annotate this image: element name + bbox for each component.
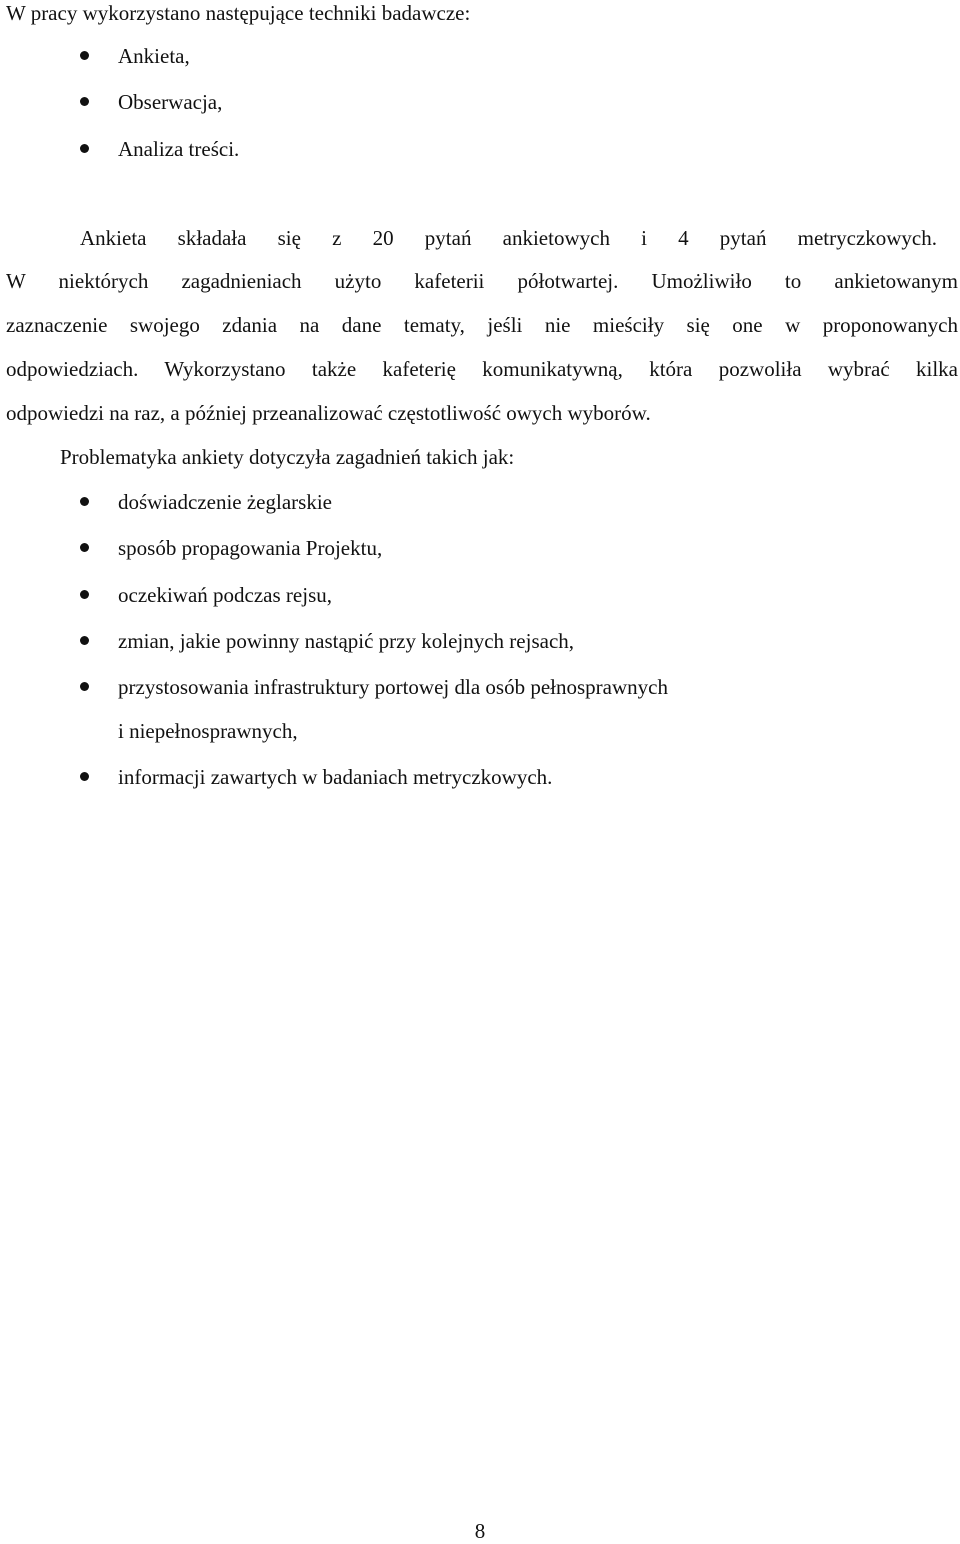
bullet-icon: [80, 682, 89, 691]
bullet-icon: [80, 636, 89, 645]
bullet-icon: [80, 590, 89, 599]
list-item-text: Obserwacja,: [118, 90, 223, 114]
bullet-icon: [80, 144, 89, 153]
list-item-text: Analiza treści.: [118, 137, 240, 161]
problem-intro: Problematyka ankiety dotyczyła zagadnień takich jak:: [60, 445, 515, 469]
list-item-text: sposób propagowania Projektu,: [118, 536, 383, 560]
list-item-text: przystosowania infrastruktury portowej dla osób pełnosprawnych: [118, 675, 668, 699]
bullet-icon: [80, 497, 89, 506]
paragraph-line: odpowiedziach. Wykorzystano także kafeterię komunikatywną, która pozwoliła wybrać kilka: [6, 357, 958, 381]
list-item: [0, 489, 960, 519]
list-item-text: oczekiwań podczas rejsu,: [118, 583, 332, 607]
paragraph-line: W niektórych zagadnieniach użyto kafeterii półotwartej. Umożliwiło to ankietowanym: [6, 269, 958, 293]
bullet-icon: [80, 772, 89, 781]
page-number: 8: [474, 1519, 486, 1543]
list-item-text: doświadczenie żeglarskie: [118, 490, 332, 514]
list-item: [0, 136, 960, 166]
list-item: [0, 43, 960, 73]
intro-line: W pracy wykorzystano następujące techniki badawcze:: [6, 1, 471, 25]
bullet-icon: [80, 97, 89, 106]
list-item: [0, 764, 960, 794]
list-item-continuation: i niepełnosprawnych,: [118, 719, 298, 743]
list-item: [0, 582, 960, 612]
paragraph-line: Ankieta składała się z 20 pytań ankietowych i 4 pytań metryczkowych.: [80, 226, 937, 250]
list-item: [0, 628, 960, 658]
list-item-text: zmian, jakie powinny nastąpić przy kolejnych rejsach,: [118, 629, 575, 653]
list-item-text: Ankieta,: [118, 44, 190, 68]
list-item: [0, 89, 960, 119]
list-item: [0, 535, 960, 565]
paragraph-line: odpowiedzi na raz, a później przeanalizować częstotliwość owych wyborów.: [6, 401, 651, 425]
paragraph-line: zaznaczenie swojego zdania na dane tematy, jeśli nie mieściły się one w proponowanych: [6, 313, 958, 337]
bullet-icon: [80, 51, 89, 60]
list-item: [0, 674, 960, 704]
bullet-icon: [80, 543, 89, 552]
list-item-text: informacji zawartych w badaniach metryczkowych.: [118, 765, 553, 789]
